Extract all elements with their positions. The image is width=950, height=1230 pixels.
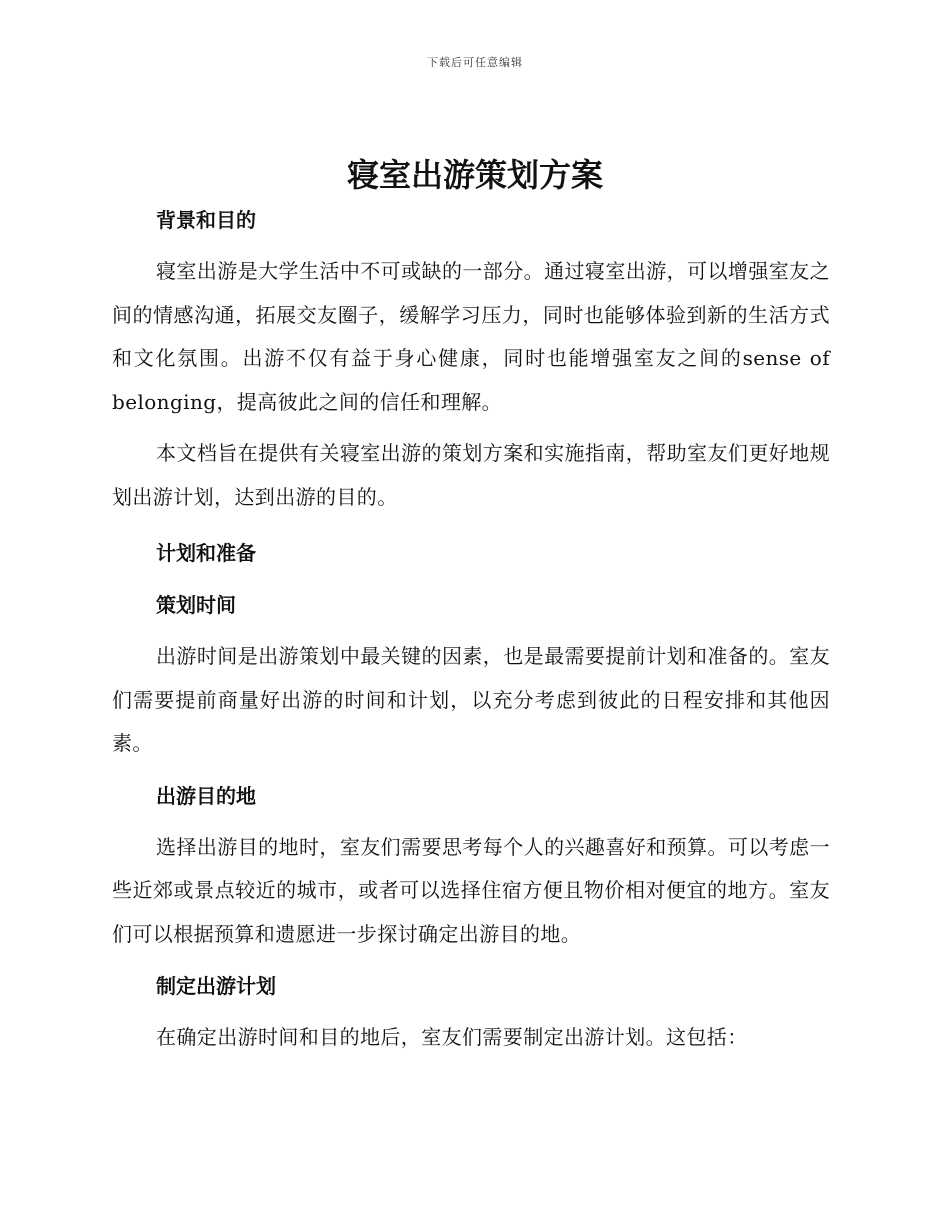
- heading-plan: 计划和准备: [156, 541, 256, 565]
- paragraph-itinerary-1: 在确定出游时间和目的地后，室友们需要制定出游计划。这包括：: [156, 1025, 748, 1049]
- document-title: 寝室出游策划方案: [346, 156, 603, 194]
- heading-time: 策划时间: [156, 593, 236, 617]
- paragraph-time-1: 出游时间是出游策划中最关键的因素，也是最需要提前计划和准备的。室友们需要提前商量好出游的时间和计划，以充分考虑到彼此的日程安排和其他因素。: [112, 644, 830, 755]
- heading-itinerary: 制定出游计划: [156, 974, 276, 998]
- heading-destination: 出游目的地: [156, 783, 256, 808]
- paragraph-destination-1: 选择出游目的地时，室友们需要思考每个人的兴趣喜好和预算。可以考虑一些近郊或景点较近的城市，或者可以选择住宿方便且物价相对便宜的地方。室友们可以根据预算和遗愿进一步探讨确定出游目的地。: [112, 834, 830, 946]
- paragraph-background-2: 本文档旨在提供有关寝室出游的策划方案和实施指南，帮助室友们更好地规划出游计划，达到出游的目的。: [112, 441, 830, 509]
- header-note: 下载后可任意编辑: [427, 56, 523, 69]
- paragraph-background-1: 寝室出游是大学生活中不可或缺的一部分。通过寝室出游，可以增强室友之间的情感沟通，拓展交友圈子，缓解学习压力，同时也能够体验到新的生活方式和文化氛围。出游不仅有益于身心健康，同时也能增强室友之间的sense of belonging，提高彼此之间的信任和理解。: [112, 259, 830, 414]
- document-body: [112, 198, 830, 1060]
- heading-background: 背景和目的: [156, 208, 256, 232]
